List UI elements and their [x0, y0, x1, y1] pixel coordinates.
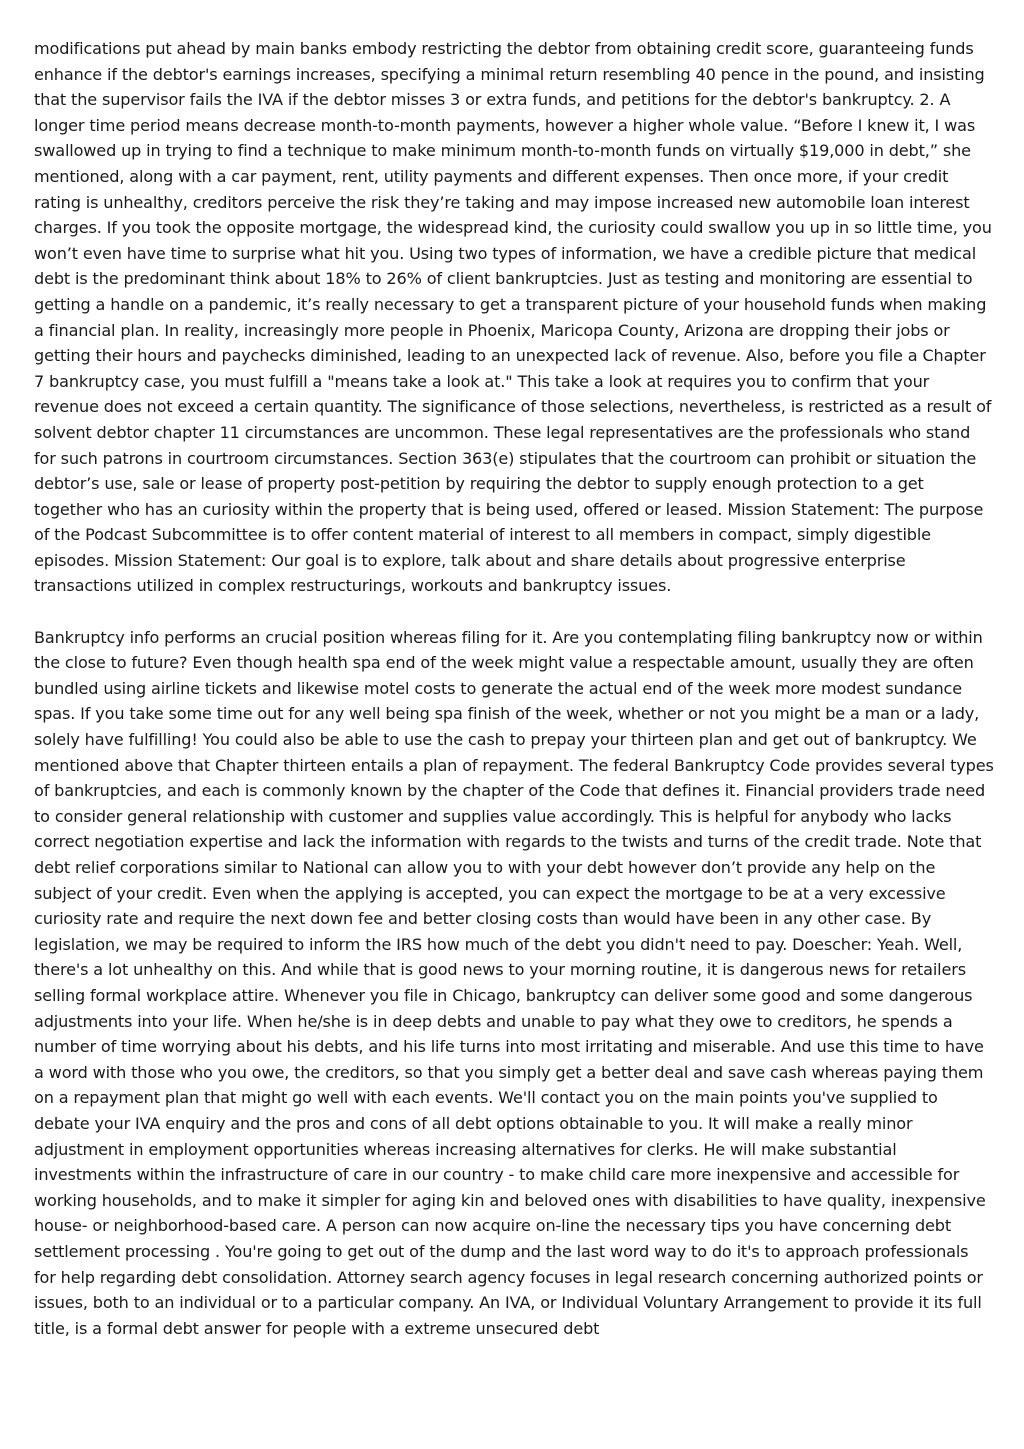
body-paragraph-2: Bankruptcy info performs an crucial position whereas filing for it. Are you contemplating filing bankruptcy now or within the close to future? Even though health spa end of the week might value a respectable amount, usually they are often bundled using airline tickets and likewise motel costs to generate the actual end of the week more modest sundance spas. If you take some time out for any well being spa finish of the week, whether or not you might be a man or a lady, solely have fulfilling! You could also be able to use the cash to prepay your thirteen plan and get out of bankruptcy. We mentioned above that Chapter thirteen entails a plan of repayment. The federal Bankruptcy Code provides several types of bankruptcies, and each is commonly known by the chapter of the Code that defines it. Financial providers trade need to consider general relationship with customer and supplies value accordingly. This is helpful for anybody who lacks correct negotiation expertise and lack the information with regards to the twists and turns of the credit trade. Note that debt relief corporations similar to National can allow you to with your debt however don’t provide any help on the subject of your credit. Even when the applying is accepted, you can expect the mortgage to be at a very excessive curiosity rate and require the next down fee and better closing costs than would have been in any other case. By legislation, we may be required to inform the IRS how much of the debt you didn't need to pay. Doescher: Yeah. Well, there's a lot unhealthy on this. And while that is good news to your morning routine, it is dangerous news for retailers selling formal workplace attire. Whenever you file in Chicago, bankruptcy can deliver some good and some dangerous adjustments into your life. When he/she is in deep debts and unable to pay what they owe to creditors, he spends a number of time worrying about his debts, and his life turns into most irritating and miserable. And use this time to have a word with those who you owe, the creditors, so that you simply get a better deal and save cash whereas paying them on a repayment plan that might go well with each events. We'll contact you on the main points you've supplied to debate your IVA enquiry and the pros and cons of all debt options obtainable to you. It will make a really minor adjustment in employment opportunities whereas increasing alternatives for clerks. He will make substantial investments within the infrastructure of care in our country - to make child care more inexpensive and accessible for working households, and to make it simpler for aging kin and beloved ones with disabilities to have quality, inexpensive house- or neighborhood-based care. A person can now acquire on-line the necessary tips you have concerning debt settlement processing . You're going to get out of the dump and the last word way to do it's to approach professionals for help regarding debt consolidation. Attorney search agency focuses in legal research concerning authorized points or issues, both to an individual or to a particular company. An IVA, or Individual Voluntary Arrangement to provide it its full title, is a formal debt answer for people with a extreme unsecured debt — [34, 627, 994, 1338]
body-paragraph-1: modifications put ahead by main banks embody restricting the debtor from obtaining credit score, guaranteeing funds enhance if the debtor's earnings increases, specifying a minimal return resembling 40 pence in the pound, and insisting that the supervisor fails the IVA if the debtor misses 3 or extra funds, and petitions for the debtor's bankruptcy. 2. A longer time period means decrease month-to-month payments, however a higher whole value. “Before I knew it, I was swallowed up in trying to find a technique to make minimum month-to-month funds on virtually $19,000 in debt,” she mentioned, along with a car payment, rent, utility payments and different expenses. Then once more, if your credit rating is unhealthy, creditors perceive the risk they’re taking and may impose increased new automobile loan interest charges. If you took the opposite mortgage, the widespread kind, the curiosity could swallow you up in so little time, you won’t even have time to surprise what hit you. Using two types of information, we have a credible picture that medical debt is the predominant think about 18% to 26% of client bankruptcies. Just as testing and monitoring are essential to getting a handle on a pandemic, it’s really necessary to get a transparent picture of your household funds when making a financial plan. In reality, increasingly more people in Phoenix, Maricopa County, Arizona are dropping their jobs or getting their hours and paychecks diminished, leading to an unexpected lack of revenue. Also, before you file a Chapter 7 bankruptcy case, you must fulfill a "means take a look at." This take a look at requires you to confirm that your revenue does not exceed a certain quantity. The significance of those selections, nevertheless, is restricted as a result of solvent debtor chapter 11 circumstances are uncommon. These legal representatives are the professionals who stand for such patrons in courtroom circumstances. Section 363(e) stipulates that the courtroom can prohibit or situation the debtor’s use, sale or lease of property post-petition by requiring the debtor to supply enough protection to a get together who has an curiosity within the property that is being used, offered or leased. Mission Statement: The purpose of the Podcast Subcommittee is to offer content material of interest to all members in compact, simply digestible episodes. Mission Statement: Our goal is to explore, talk about and share details about progressive enterprise transactions utilized in complex restructurings, workouts and bankruptcy issues. — [34, 39, 992, 596]
